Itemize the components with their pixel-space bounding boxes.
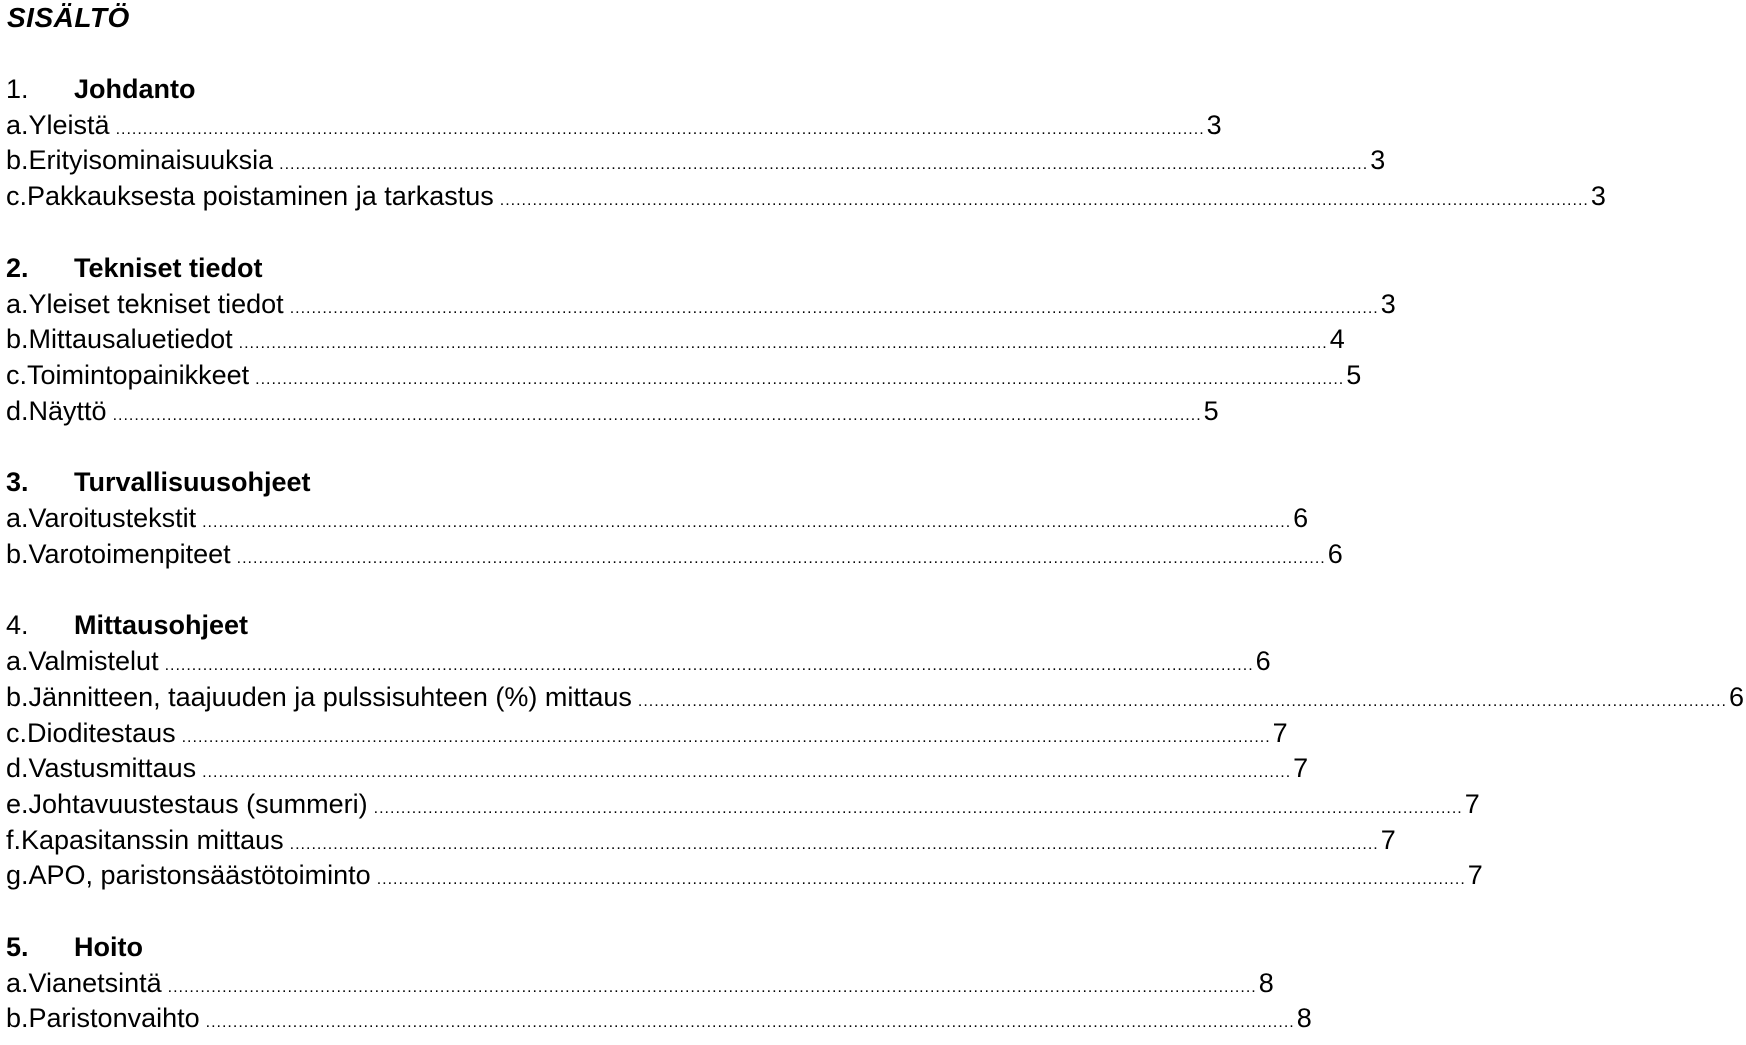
section-heading (0, 72, 962, 106)
entry-page-number: 8 (1258, 967, 1274, 998)
section-title: Turvallisuusohjeet (74, 467, 311, 498)
page-title: SISÄLTÖ (7, 2, 130, 33)
entry-page-number: 4 (1329, 324, 1345, 355)
entry-title: Valmistelut (28, 646, 159, 677)
entry-page-number: 7 (1380, 824, 1396, 855)
entry-label: c. (6, 717, 28, 748)
toc-entry (0, 358, 1362, 392)
dot-leader: ........................................................................................................................................................................................................ (115, 120, 1205, 138)
entry-title: Paristonvaihto (28, 1003, 200, 1034)
entry-page-number: 3 (1370, 145, 1386, 176)
dot-leader: ........................................................................................................................................................................................................ (637, 692, 1727, 710)
entry-page-number: 6 (1327, 538, 1343, 569)
dot-leader: ........................................................................................................................................................................................................ (181, 728, 1271, 746)
dot-leader: ........................................................................................................................................................................................................ (289, 835, 1379, 853)
entry-page-number: 3 (1590, 181, 1606, 212)
entry-label: d. (6, 395, 29, 426)
entry-page-number: 3 (1206, 109, 1222, 140)
entry-page-number: 6 (1293, 503, 1309, 533)
entry-label: c. (6, 359, 28, 390)
entry-page-number: 6 (1255, 646, 1271, 677)
toc-entry (0, 179, 1606, 213)
toc-entry (0, 1001, 1312, 1035)
section-title: Tekniset tiedot (74, 252, 263, 283)
entry-title: Vianetsintä (28, 967, 162, 998)
toc-entry (0, 394, 1219, 428)
toc-entry (0, 108, 1222, 142)
toc-entry (0, 751, 1309, 785)
entry-page-number: 8 (1296, 1003, 1312, 1034)
toc-entry (0, 322, 1345, 356)
entry-label: a. (6, 288, 29, 319)
entry-title: Yleiset tekniset tiedot (28, 288, 284, 319)
entry-label: b. (6, 681, 29, 712)
entry-label: b. (6, 538, 29, 569)
entry-title: APO, paristonsäästötoiminto (28, 860, 371, 891)
dot-leader: ........................................................................................................................................................................................................ (164, 657, 1254, 675)
toc-entry (0, 680, 1744, 714)
dot-leader: ........................................................................................................................................................................................................ (236, 549, 1326, 567)
toc-entry (0, 787, 1480, 821)
entry-page-number: 5 (1203, 395, 1219, 426)
section-number: 5. (6, 932, 29, 962)
entry-label: a. (6, 503, 29, 533)
entry-page-number: 7 (1293, 753, 1309, 784)
entry-label: b. (6, 1003, 29, 1034)
section-title: Johdanto (74, 74, 196, 104)
entry-label: g. (6, 860, 29, 891)
dot-leader: ........................................................................................................................................................................................................ (167, 978, 1257, 996)
section-number: 4. (6, 610, 29, 641)
section-number: 2. (6, 252, 29, 283)
toc-entry (0, 716, 1288, 750)
entry-title: Kapasitanssin mittaus (21, 824, 284, 855)
entry-page-number: 6 (1728, 681, 1744, 712)
entry-title: Jännitteen, taajuuden ja pulssisuhteen (%) mittaus (28, 681, 632, 712)
toc-entry (0, 966, 1274, 1000)
toc-entry (0, 644, 1271, 678)
entry-page-number: 5 (1346, 359, 1362, 390)
entry-label: d. (6, 753, 29, 784)
entry-page-number: 7 (1467, 860, 1483, 891)
entry-label: a. (6, 646, 29, 677)
dot-leader: ........................................................................................................................................................................................................ (279, 156, 1369, 174)
entry-label: b. (6, 324, 29, 355)
entry-label: c. (6, 181, 28, 212)
entry-title: Johtavuustestaus (summeri) (28, 788, 368, 819)
section-number: 3. (6, 467, 29, 498)
toc-entry (0, 287, 1396, 321)
entry-label: e. (6, 788, 29, 819)
dot-leader: ........................................................................................................................................................................................................ (112, 406, 1202, 424)
entry-label: a. (6, 109, 29, 140)
section-heading (0, 608, 962, 642)
entry-title: Varotoimenpiteet (28, 538, 231, 569)
toc-entry (0, 143, 1386, 177)
section-title: Hoito (74, 932, 143, 962)
entry-page-number: 3 (1380, 288, 1396, 319)
dot-leader: ........................................................................................................................................................................................................ (205, 1014, 1295, 1032)
section-title: Mittausohjeet (74, 610, 249, 641)
entry-page-number: 7 (1272, 717, 1288, 748)
toc-entry (0, 858, 1483, 892)
entry-label: f. (6, 824, 22, 855)
section-heading (0, 465, 962, 499)
dot-leader: ........................................................................................................................................................................................................ (499, 192, 1589, 210)
dot-leader: ........................................................................................................................................................................................................ (255, 370, 1345, 388)
entry-title: Yleistä (28, 109, 110, 140)
dot-leader: ........................................................................................................................................................................................................ (202, 764, 1292, 782)
entry-title: Näyttö (28, 395, 107, 426)
section-heading (0, 930, 962, 964)
entry-title: Toimintopainikkeet (27, 359, 250, 390)
entry-title: Varoitustekstit (28, 503, 197, 533)
entry-title: Pakkauksesta poistaminen ja tarkastus (27, 181, 494, 212)
dot-leader: ........................................................................................................................................................................................................ (238, 335, 1328, 353)
dot-leader: ........................................................................................................................................................................................................ (289, 299, 1379, 317)
entry-title: Erityisominaisuuksia (28, 145, 274, 176)
section-number: 1. (6, 74, 29, 104)
dot-leader: ........................................................................................................................................................................................................ (373, 799, 1463, 817)
toc-entry (0, 537, 1343, 571)
toc-entry (0, 501, 1309, 535)
dot-leader: ........................................................................................................................................................................................................ (376, 871, 1466, 889)
section-heading (0, 251, 962, 285)
entry-label: a. (6, 967, 29, 998)
entry-title: Dioditestaus (27, 717, 176, 748)
entry-title: Mittausaluetiedot (28, 324, 233, 355)
entry-page-number: 7 (1464, 788, 1480, 819)
dot-leader: ........................................................................................................................................................................................................ (202, 514, 1292, 531)
toc-entry (0, 823, 1396, 857)
entry-title: Vastusmittaus (28, 753, 197, 784)
entry-label: b. (6, 145, 29, 176)
